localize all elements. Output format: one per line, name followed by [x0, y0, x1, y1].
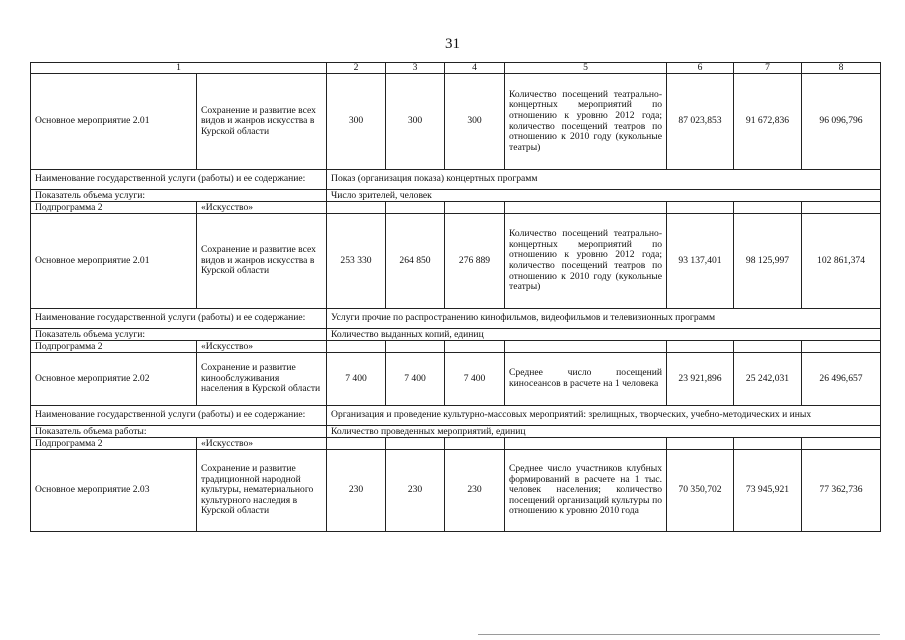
value-col-8: 77 362,736 — [802, 450, 881, 532]
service-measure-value: Количество выданных копий, единиц — [327, 329, 881, 341]
empty-cell — [327, 341, 386, 353]
header-col-8: 8 — [802, 63, 881, 74]
bottom-rule — [478, 634, 880, 635]
empty-cell — [802, 341, 881, 353]
indicator-text: Количество посещений театрально-концертных мероприятий по отношению к уровню 2012 года; количество посещений театров по отношению к 2010 году (кукольные театры) — [505, 214, 667, 309]
subprogram-label: Подпрограмма 2 — [31, 438, 197, 450]
service-name-label: Наименование государственной услуги (работы) и ее содержание: — [31, 406, 327, 426]
page-number: 31 — [445, 36, 460, 52]
empty-cell — [445, 438, 505, 450]
value-col-4: 7 400 — [445, 353, 505, 406]
empty-cell — [386, 341, 445, 353]
value-col-6: 23 921,896 — [667, 353, 734, 406]
empty-cell — [386, 202, 445, 214]
value-col-7: 91 672,836 — [734, 74, 802, 170]
subprogram-label: Подпрограмма 2 — [31, 341, 197, 353]
header-col-7: 7 — [734, 63, 802, 74]
header-col-2: 2 — [327, 63, 386, 74]
empty-cell — [667, 438, 734, 450]
empty-cell — [734, 202, 802, 214]
service-name-row — [31, 170, 881, 190]
value-col-6: 93 137,401 — [667, 214, 734, 309]
value-col-3: 300 — [386, 74, 445, 170]
subprogram-row — [31, 438, 881, 450]
event-label: Основное мероприятие 2.01 — [31, 74, 197, 170]
subprogram-name: «Искусство» — [197, 341, 327, 353]
value-col-8: 102 861,374 — [802, 214, 881, 309]
value-col-3: 264 850 — [386, 214, 445, 309]
event-row — [31, 450, 881, 532]
indicator-text: Среднее число посещений киносеансов в расчете на 1 человека — [505, 353, 667, 406]
service-measure-value: Количество проведенных мероприятий, единиц — [327, 426, 881, 438]
event-description: Сохранение и развитие кинообслуживания населения в Курской области — [197, 353, 327, 406]
service-measure-value: Число зрителей, человек — [327, 190, 881, 202]
value-col-6: 87 023,853 — [667, 74, 734, 170]
service-name-value: Услуги прочие по распространению кинофильмов, видеофильмов и телевизионных программ — [327, 309, 881, 329]
value-col-4: 300 — [445, 74, 505, 170]
value-col-4: 230 — [445, 450, 505, 532]
subprogram-label: Подпрограмма 2 — [31, 202, 197, 214]
service-measure-label: Показатель объема работы: — [31, 426, 327, 438]
subprogram-row — [31, 202, 881, 214]
empty-cell — [667, 341, 734, 353]
service-measure-label: Показатель объема услуги: — [31, 190, 327, 202]
service-measure-row — [31, 426, 881, 438]
header-col-5: 5 — [505, 63, 667, 74]
empty-cell — [386, 438, 445, 450]
empty-cell — [505, 341, 667, 353]
subprogram-name: «Искусство» — [197, 202, 327, 214]
event-row — [31, 74, 881, 170]
service-name-label: Наименование государственной услуги (работы) и ее содержание: — [31, 170, 327, 190]
indicator-text: Количество посещений театрально-концертных мероприятий по отношению к уровню 2012 года; количество посещений театров по отношению к 2010 году (кукольные театры) — [505, 74, 667, 170]
header-col-1: 1 — [31, 63, 327, 74]
value-col-2: 300 — [327, 74, 386, 170]
program-table — [30, 62, 881, 532]
value-col-4: 276 889 — [445, 214, 505, 309]
value-col-2: 230 — [327, 450, 386, 532]
value-col-2: 253 330 — [327, 214, 386, 309]
service-measure-row — [31, 190, 881, 202]
header-col-3: 3 — [386, 63, 445, 74]
service-name-value: Организация и проведение культурно-массовых мероприятий: зрелищных, творческих, учебно-методических и иных — [327, 406, 881, 426]
empty-cell — [505, 202, 667, 214]
empty-cell — [734, 341, 802, 353]
value-col-7: 25 242,031 — [734, 353, 802, 406]
service-name-row — [31, 309, 881, 329]
event-label: Основное мероприятие 2.02 — [31, 353, 197, 406]
value-col-3: 230 — [386, 450, 445, 532]
service-name-label: Наименование государственной услуги (работы) и ее содержание: — [31, 309, 327, 329]
header-col-4: 4 — [445, 63, 505, 74]
event-row — [31, 353, 881, 406]
empty-cell — [667, 202, 734, 214]
value-col-8: 26 496,657 — [802, 353, 881, 406]
service-name-row — [31, 406, 881, 426]
subprogram-row — [31, 341, 881, 353]
event-label: Основное мероприятие 2.03 — [31, 450, 197, 532]
service-measure-label: Показатель объема услуги: — [31, 329, 327, 341]
header-col-6: 6 — [667, 63, 734, 74]
value-col-8: 96 096,796 — [802, 74, 881, 170]
empty-cell — [802, 438, 881, 450]
empty-cell — [445, 202, 505, 214]
indicator-text: Среднее число участников клубных формирований в расчете на 1 тыс. человек населения; количество посещений организаций культуры по отношению к уровню 2010 года — [505, 450, 667, 532]
event-row — [31, 214, 881, 309]
empty-cell — [505, 438, 667, 450]
empty-cell — [802, 202, 881, 214]
empty-cell — [327, 438, 386, 450]
value-col-7: 73 945,921 — [734, 450, 802, 532]
header-row — [31, 63, 881, 74]
empty-cell — [327, 202, 386, 214]
event-description: Сохранение и развитие всех видов и жанров искусства в Курской области — [197, 214, 327, 309]
value-col-7: 98 125,997 — [734, 214, 802, 309]
event-label: Основное мероприятие 2.01 — [31, 214, 197, 309]
value-col-3: 7 400 — [386, 353, 445, 406]
service-name-value: Показ (организация показа) концертных программ — [327, 170, 881, 190]
event-description: Сохранение и развитие традиционной народной культуры, нематериального культурного наследия в Курской области — [197, 450, 327, 532]
value-col-6: 70 350,702 — [667, 450, 734, 532]
empty-cell — [445, 341, 505, 353]
subprogram-name: «Искусство» — [197, 438, 327, 450]
empty-cell — [734, 438, 802, 450]
event-description: Сохранение и развитие всех видов и жанров искусства в Курской области — [197, 74, 327, 170]
value-col-2: 7 400 — [327, 353, 386, 406]
service-measure-row — [31, 329, 881, 341]
